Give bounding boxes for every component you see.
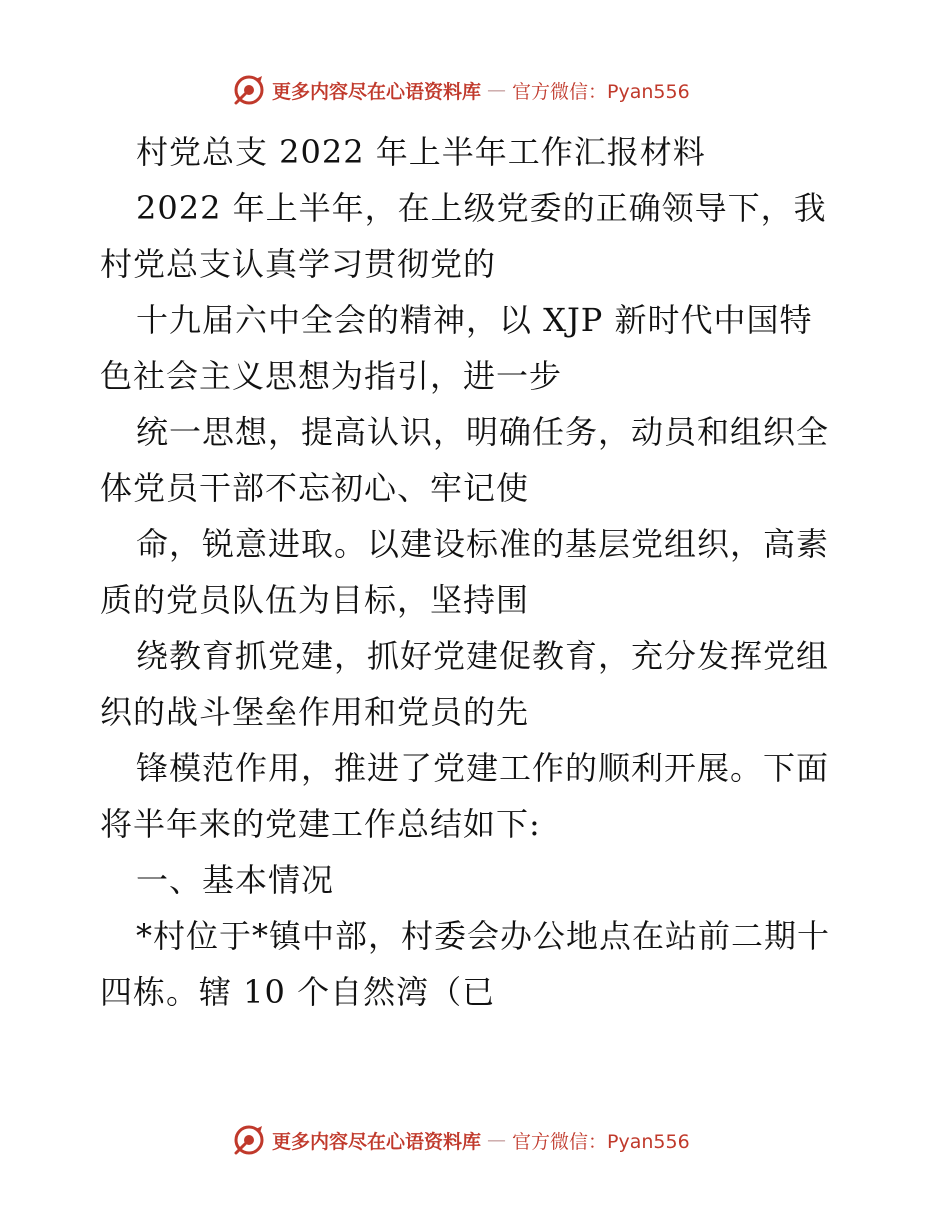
paragraph-line: 织的战斗堡垒作用和党员的先	[100, 693, 530, 731]
paragraph-line: 绕教育抓党建，抓好党建促教育，充分发挥党组	[136, 637, 830, 675]
footer-banner	[232, 1122, 690, 1158]
paragraph-line: 将半年来的党建工作总结如下:	[100, 805, 541, 843]
paragraph-line: 质的党员队伍为目标，坚持围	[100, 581, 530, 619]
paragraph-line: 十九届六中全会的精神，以 XJP 新时代中国特	[136, 301, 813, 339]
pen-circle-icon	[232, 73, 266, 107]
paragraph-line: 村党总支认真学习贯彻党的	[100, 245, 497, 283]
header-wechat-text: 官方微信：Pyan556	[512, 80, 690, 103]
pen-circle-icon	[232, 1123, 266, 1157]
paragraph-line: 命，锐意进取。以建设标准的基层党组织，高素	[136, 525, 830, 563]
paragraph-line: 四栋。辖 10 个自然湾（已	[100, 973, 496, 1011]
document-body	[100, 124, 860, 1020]
header-banner	[232, 72, 690, 108]
paragraph-line: 体党员干部不忘初心、牢记使	[100, 469, 530, 507]
footer-brand-text: 更多内容尽在心语资料库	[272, 1130, 482, 1153]
footer-wechat-text: 官方微信：Pyan556	[512, 1130, 690, 1153]
paragraph-line: 统一思想，提高认识，明确任务，动员和组织全	[136, 413, 830, 451]
document-title: 村党总支 2022 年上半年工作汇报材料	[136, 133, 706, 171]
paragraph-line: 2022 年上半年，在上级党委的正确领导下，我	[136, 189, 827, 227]
footer-separator: —	[487, 1129, 507, 1151]
header-brand-text: 更多内容尽在心语资料库	[272, 80, 482, 103]
header-separator: —	[487, 79, 507, 101]
paragraph-line: *村位于*镇中部，村委会办公地点在站前二期十	[136, 917, 831, 955]
paragraph-line: 锋模范作用，推进了党建工作的顺利开展。下面	[136, 749, 830, 787]
paragraph-line: 色社会主义思想为指引，进一步	[100, 357, 563, 395]
section-heading: 一、基本情况	[136, 861, 335, 899]
